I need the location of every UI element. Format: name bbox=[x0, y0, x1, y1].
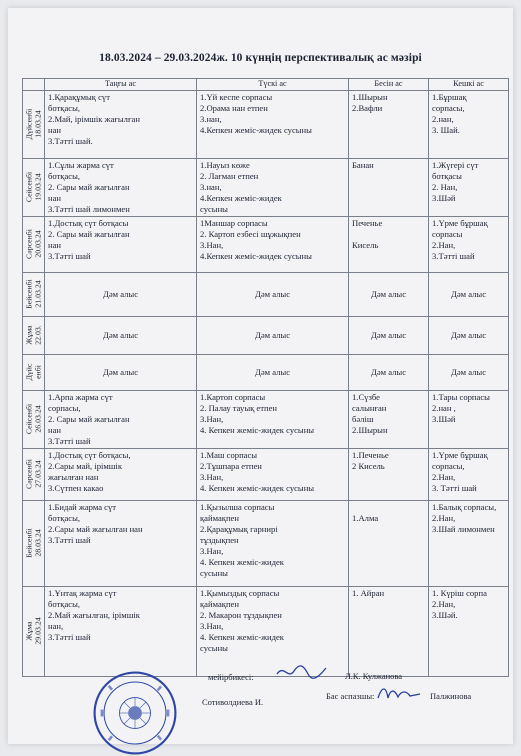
menu-item-line: 3.нан, bbox=[200, 113, 222, 124]
menu-item-line: 1.Арпа жарма сүт bbox=[48, 391, 113, 402]
menu-item-line: 1.Тары сорпасы bbox=[432, 391, 490, 402]
menu-item-line: 1.Науыз көже bbox=[200, 159, 250, 170]
day-label-line: Сейсенбі bbox=[23, 403, 33, 435]
day-label bbox=[25, 528, 42, 557]
menu-item-line: 1.Печенье bbox=[352, 449, 389, 460]
menu-item-line: 2.Сары май жағылған нан bbox=[48, 523, 143, 534]
menu-item-line: 3.Шәй. bbox=[432, 609, 458, 620]
menu-item-line: қаймақпен bbox=[200, 598, 239, 609]
breakfast-cell bbox=[45, 158, 197, 216]
snack-cell bbox=[349, 586, 429, 676]
breakfast-cell bbox=[45, 448, 197, 500]
header-lunch: Түскі ас bbox=[197, 79, 349, 91]
menu-item-line: 4.Кепкен жеміс-жидек bbox=[200, 192, 282, 203]
menu-item-line: 3.нан, bbox=[200, 181, 222, 192]
menu-item-line: 3.Нан, bbox=[200, 545, 224, 556]
menu-item-line bbox=[352, 229, 425, 240]
document-title: 18.03.2024 – 29.03.2024ж. 10 күнңің перспективалық ас мәзірі bbox=[99, 52, 422, 64]
menu-item-line: 3.Тәтті шай bbox=[432, 250, 475, 261]
menu-item-line: Банан bbox=[352, 159, 374, 170]
header-snack: Бесін ас bbox=[349, 79, 429, 91]
menu-item-line: 4.Кепкен жеміс-жидек сусыны bbox=[200, 250, 312, 261]
menu-item-line: 3.Сүтпен какао bbox=[48, 482, 104, 493]
cook-label: Бас аспазшы: bbox=[326, 691, 375, 701]
day-label bbox=[25, 404, 42, 434]
day-label-line: енбі bbox=[32, 365, 42, 379]
day-off-cell: Дәм алыс bbox=[197, 316, 349, 354]
day-label-line: Сәрсенбі bbox=[23, 229, 33, 259]
day-label-line: 29.03.24 bbox=[32, 617, 42, 645]
menu-item-line: ботқасы, bbox=[48, 512, 81, 523]
lunch-cell bbox=[197, 158, 349, 216]
menu-item-line: нан bbox=[48, 239, 62, 250]
menu-item-line: 2. Сары май жағылған bbox=[48, 413, 130, 424]
menu-item-line: 2.Вафли bbox=[352, 102, 383, 113]
day-label bbox=[25, 364, 42, 381]
menu-item-line: ботқасы, bbox=[48, 598, 81, 609]
menu-item-line: 2. Сары май жағылған bbox=[48, 228, 130, 239]
day-label bbox=[25, 459, 42, 489]
snack-cell bbox=[349, 390, 429, 448]
day-label-line: Жұма bbox=[23, 325, 33, 345]
day-label-cell bbox=[23, 158, 45, 216]
menu-item-line: сорпасы, bbox=[432, 460, 465, 471]
menu-item-line: 2.Май, ірімшік жағылған bbox=[48, 113, 140, 124]
menu-item-line: 3.Нан, bbox=[200, 471, 224, 482]
menu-item-line: 1.Бидай жарма сүт bbox=[48, 501, 117, 512]
menu-item-line: нан bbox=[48, 192, 62, 203]
day-label bbox=[25, 325, 42, 345]
menu-item-line: 1.Алма bbox=[352, 512, 379, 523]
day-off-cell: Дәм алыс bbox=[45, 316, 197, 354]
menu-item-line: бәліш bbox=[352, 413, 374, 424]
dinner-cell bbox=[429, 586, 509, 676]
nurse-label: мейірбикесі: bbox=[208, 672, 254, 682]
nurse-signature bbox=[274, 662, 330, 682]
menu-item-line: 3. Тәтті шай bbox=[432, 482, 477, 493]
snack-cell bbox=[349, 448, 429, 500]
breakfast-cell bbox=[45, 500, 197, 586]
menu-item-line: 1.Қымыздық сорпасы bbox=[200, 587, 280, 598]
menu-item-line: 2.нан, bbox=[432, 113, 454, 124]
menu-item-line: 2 Кисель bbox=[352, 460, 385, 471]
day-label bbox=[25, 109, 42, 140]
menu-item-line: 3.Тәтті шай. bbox=[48, 135, 93, 146]
day-label-line: 18.03.24 bbox=[32, 110, 42, 138]
menu-item-line: 1.Достық сүт ботқасы, bbox=[48, 449, 131, 460]
day-off-cell: Дәм алыс bbox=[349, 354, 429, 390]
menu-item-line: сорпасы, bbox=[432, 102, 465, 113]
day-row bbox=[23, 272, 509, 316]
menu-item-line: 3.Нан, bbox=[200, 413, 224, 424]
menu-item-line: 3.Тәтті шай bbox=[48, 250, 91, 261]
menu-item-line: 1.Картоп сорпасы bbox=[200, 391, 266, 402]
table-header-row bbox=[23, 79, 509, 91]
menu-item-line: 2. Лағман етпен bbox=[200, 170, 259, 181]
cook-name: Палжинова bbox=[430, 691, 472, 701]
menu-item-line: нан bbox=[48, 124, 62, 135]
menu-item-line: 1.Балық сорпасы, bbox=[432, 501, 497, 512]
day-label-line: Сәрсенбі bbox=[23, 459, 33, 489]
day-row bbox=[23, 390, 509, 448]
menu-item-line: 1.Қарақұмық сүт bbox=[48, 91, 110, 102]
menu-item-line: 1.Бұршақ bbox=[432, 91, 467, 102]
breakfast-cell bbox=[45, 586, 197, 676]
header-breakfast: Таңғы ас bbox=[45, 79, 197, 91]
dinner-cell bbox=[429, 448, 509, 500]
menu-item-line: 2.нан , bbox=[432, 402, 456, 413]
breakfast-cell bbox=[45, 216, 197, 272]
menu-item-line: 1. Айран bbox=[352, 587, 385, 598]
day-label-line: Бейсенбі bbox=[23, 279, 33, 309]
menu-item-line: 1.Сүзбе bbox=[352, 391, 380, 402]
day-label bbox=[25, 172, 42, 202]
menu-item-line: 2.Сары май, ірімшік bbox=[48, 460, 122, 471]
menu-item-line: сусыны bbox=[200, 203, 228, 214]
menu-item-line: 3.Нан, bbox=[200, 620, 224, 631]
day-label-line: 20.03.24 bbox=[32, 230, 42, 258]
lunch-cell bbox=[197, 448, 349, 500]
dinner-cell bbox=[429, 390, 509, 448]
lunch-cell bbox=[197, 390, 349, 448]
day-row bbox=[23, 158, 509, 216]
menu-item-line: нан bbox=[48, 424, 62, 435]
day-row bbox=[23, 316, 509, 354]
menu-item-line: 4. Кепкен жеміс-жидек bbox=[200, 631, 284, 642]
snack-cell bbox=[349, 216, 429, 272]
day-label-line: 26.03.24 bbox=[32, 405, 42, 433]
day-row bbox=[23, 354, 509, 390]
menu-item-line: тұздықпен bbox=[200, 534, 239, 545]
menu-item-line: салынған bbox=[352, 402, 387, 413]
menu-item-line: 2.Нан, bbox=[432, 598, 456, 609]
menu-item-line: 2.Шырын bbox=[352, 424, 388, 435]
day-label-cell bbox=[23, 448, 45, 500]
day-label-line: Жұма bbox=[23, 621, 33, 641]
menu-item-line: 2.Май жағылған, ірімшік bbox=[48, 609, 140, 620]
menu-item-line: 2. Картоп езбесі шұжықпен bbox=[200, 228, 301, 239]
day-label-line: 22.03. bbox=[32, 325, 42, 345]
day-off-cell: Дәм алыс bbox=[429, 272, 509, 316]
menu-item-line: 1.Үрме бұршақ bbox=[432, 449, 488, 460]
official-stamp bbox=[92, 670, 178, 756]
menu-item-line: 2.Нан, bbox=[432, 239, 456, 250]
day-row bbox=[23, 586, 509, 676]
menu-item-line: 1.Ұнтақ жарма сүт bbox=[48, 587, 117, 598]
cook-signature bbox=[374, 682, 424, 704]
day-label-cell bbox=[23, 90, 45, 158]
menu-item-line: 3.Шәй bbox=[432, 413, 456, 424]
menu-item-line: 3.Тәтті шай bbox=[48, 435, 91, 446]
menu-item-line: 1.Достық сүт ботқасы bbox=[48, 217, 129, 228]
day-label bbox=[25, 279, 42, 308]
day-label-cell bbox=[23, 500, 45, 586]
day-label-cell bbox=[23, 316, 45, 354]
menu-item-line: ботқасы, bbox=[48, 170, 81, 181]
dinner-cell bbox=[429, 500, 509, 586]
day-label-line: 27.03.24 bbox=[32, 460, 42, 488]
menu-item-line: сусыны bbox=[200, 567, 228, 578]
day-off-cell: Дәм алыс bbox=[429, 316, 509, 354]
day-label-line: Бейсенбі bbox=[23, 528, 33, 558]
dinner-cell bbox=[429, 158, 509, 216]
day-label-line: Дүйсенбі bbox=[23, 108, 33, 140]
day-off-cell: Дәм алыс bbox=[45, 272, 197, 316]
day-row bbox=[23, 216, 509, 272]
menu-item-line: 1.Үрме бұршақ bbox=[432, 217, 488, 228]
menu-item-line: 1.Жүгері сүт bbox=[432, 159, 479, 170]
day-row bbox=[23, 90, 509, 158]
menu-item-line: 2. Сары май жағылған bbox=[48, 181, 130, 192]
menu-item-line: 2.Тұшпара етпен bbox=[200, 460, 262, 471]
menu-item-line: 2. Макарон тұздықпен bbox=[200, 609, 282, 620]
menu-item-line bbox=[352, 502, 425, 513]
menu-document bbox=[8, 8, 513, 744]
menu-item-line: 2.Орама нан етпен bbox=[200, 102, 268, 113]
menu-item-line: 1.Шырын bbox=[352, 91, 388, 102]
menu-item-line: 2.Нан, bbox=[432, 512, 456, 523]
day-label-line: Дүйс bbox=[23, 363, 33, 381]
day-row bbox=[23, 500, 509, 586]
menu-item-line: 3. Шай. bbox=[432, 124, 460, 135]
menu-item-line: 2.Қарақұмық гарнирі bbox=[200, 523, 278, 534]
day-off-cell: Дәм алыс bbox=[45, 354, 197, 390]
menu-item-line: 3.Шай лимонмен bbox=[432, 523, 495, 534]
day-label-line: 21.03.24 bbox=[32, 280, 42, 308]
menu-item-line: 1.Үй кеспе сорпасы bbox=[200, 91, 273, 102]
snack-cell bbox=[349, 158, 429, 216]
breakfast-cell bbox=[45, 90, 197, 158]
day-label-cell bbox=[23, 354, 45, 390]
menu-item-line: 1Маншар сорпасы bbox=[200, 217, 268, 228]
lunch-cell bbox=[197, 500, 349, 586]
lunch-cell bbox=[197, 216, 349, 272]
menu-item-line: 3.Шәй bbox=[432, 192, 456, 203]
day-off-cell: Дәм алыс bbox=[197, 272, 349, 316]
menu-item-line: Печенье bbox=[352, 217, 383, 228]
nurse-name: Л.К. Кулжанова bbox=[345, 671, 403, 681]
day-label-cell bbox=[23, 272, 45, 316]
day-off-cell: Дәм алыс bbox=[197, 354, 349, 390]
dinner-cell bbox=[429, 90, 509, 158]
menu-item-line: сорпасы, bbox=[48, 402, 81, 413]
day-label-cell bbox=[23, 216, 45, 272]
day-label bbox=[25, 229, 42, 259]
menu-item-line: 4. Кепкен жеміс-жидек сусыны bbox=[200, 424, 315, 435]
header-dinner: Кешкі ас bbox=[429, 79, 509, 91]
menu-item-line: 3.Тәтті шай лимонмен bbox=[48, 203, 130, 214]
menu-item-line: 4. Кепкен жеміс-жидек сусыны bbox=[200, 482, 315, 493]
menu-item-line: 3.Тәтті шай bbox=[48, 631, 91, 642]
menu-item-line: 2. Палау тауық етпен bbox=[200, 402, 278, 413]
day-label-cell bbox=[23, 390, 45, 448]
menu-item-line: 4.Кепкен жеміс-жидек сусыны bbox=[200, 124, 312, 135]
left-name: Сотиволдиева И. bbox=[202, 697, 264, 707]
menu-item-line: 1. Күріш сорпа bbox=[432, 587, 487, 598]
day-label bbox=[25, 617, 42, 644]
menu-item-line: 1.Маш сорпасы bbox=[200, 449, 258, 460]
menu-item-line: сусыны bbox=[200, 642, 228, 653]
day-off-cell: Дәм алыс bbox=[349, 272, 429, 316]
menu-item-line: қаймақпен bbox=[200, 512, 239, 523]
menu-item-line: 2.Нан, bbox=[432, 471, 456, 482]
menu-item-line: 3.Нан, bbox=[200, 239, 224, 250]
menu-item-line: Кисель bbox=[352, 239, 379, 250]
menu-item-line: жағылған нан bbox=[48, 471, 99, 482]
menu-item-line: 3.Тәтті шай bbox=[48, 534, 91, 545]
menu-table bbox=[22, 78, 509, 677]
snack-cell bbox=[349, 500, 429, 586]
menu-item-line: 1.Қызылша сорпасы bbox=[200, 501, 275, 512]
day-label-cell bbox=[23, 586, 45, 676]
menu-item-line: ботқасы bbox=[432, 170, 462, 181]
day-label-line: 28.03.24 bbox=[32, 529, 42, 557]
menu-item-line: 4. Кепкен жеміс-жидек bbox=[200, 556, 284, 567]
day-label-line: Сейсенбі bbox=[23, 171, 33, 203]
menu-item-line: ботқасы, bbox=[48, 102, 81, 113]
day-off-cell: Дәм алыс bbox=[429, 354, 509, 390]
day-off-cell: Дәм алыс bbox=[349, 316, 429, 354]
dinner-cell bbox=[429, 216, 509, 272]
menu-item-line: сорпасы bbox=[432, 228, 463, 239]
breakfast-cell bbox=[45, 390, 197, 448]
corner-cell bbox=[23, 79, 45, 91]
snack-cell bbox=[349, 90, 429, 158]
menu-item-line: 1.Сұлы жарма сүт bbox=[48, 159, 114, 170]
menu-item-line: 2. Нан, bbox=[432, 181, 458, 192]
day-label-line: 19.03.24 bbox=[32, 173, 42, 201]
lunch-cell bbox=[197, 90, 349, 158]
day-row bbox=[23, 448, 509, 500]
menu-item-line: нан, bbox=[48, 620, 64, 631]
